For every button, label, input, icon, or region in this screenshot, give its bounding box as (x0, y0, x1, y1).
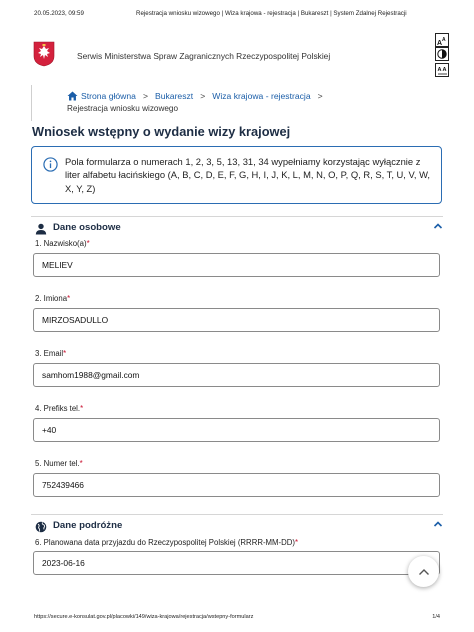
breadcrumb (31, 85, 441, 121)
svg-text:A: A (436, 39, 442, 46)
email-field[interactable]: samhom1988@gmail.com (33, 363, 440, 387)
first-names-field[interactable]: MIRZOSADULLO (33, 308, 440, 332)
section-personal-data[interactable] (31, 216, 443, 238)
phone-number-label: 5. Numer tel.* (35, 459, 83, 468)
breadcrumb-visa-registration[interactable]: Wiza krajowa - rejestracja (212, 91, 311, 101)
section-title: Dane podróżne (53, 520, 123, 531)
surname-field[interactable]: MELIEV (33, 253, 440, 277)
print-url: https://secure.e-konsulat.gov.pl/placowki/149/wiza-krajowa/rejestracja/wstepny-formularz (34, 614, 254, 620)
svg-text:A: A (442, 66, 446, 73)
print-doc-title: Rejestracja wniosku wizowego | Wiza krajowa - rejestracja | Bukareszt | System Zdalnej Rejestracji (136, 10, 407, 17)
arrival-date-value: 2023-06-16 (42, 558, 85, 568)
breadcrumb-current: Rejestracja wniosku wizowego (67, 104, 179, 113)
svg-text:A: A (441, 36, 446, 43)
section-travel-data[interactable] (31, 514, 443, 536)
email-label: 3. Email* (35, 349, 67, 358)
breadcrumb-separator: > (200, 91, 206, 101)
chevron-up-icon (418, 568, 430, 576)
breadcrumb-separator: > (142, 91, 148, 101)
breadcrumb-home[interactable]: Strona główna (81, 91, 136, 101)
text-spacing-icon (437, 65, 448, 76)
page-counter: 1/4 (432, 614, 440, 620)
text-spacing-button[interactable] (435, 63, 449, 77)
globe-icon (35, 521, 47, 533)
font-size-icon (437, 35, 448, 46)
info-text: Pola formularza o numerach 1, 2, 3, 5, 13, 31, 34 wypełniamy korzystając wyłącznie z liter alfabetu łacińskiego (A, B, C, D, E, F, G, H, I, J, K, L, M, N, O, P, Q, R, S, T, U, V, W, X, Y, Z) (65, 156, 431, 194)
phone-prefix-field[interactable]: +40 (33, 418, 440, 442)
info-icon (43, 157, 58, 172)
phone-number-field[interactable]: 752439466 (33, 473, 440, 497)
chevron-up-icon[interactable] (433, 222, 443, 230)
svg-text:A: A (437, 66, 441, 73)
surname-label: 1. Nazwisko(a)* (35, 239, 90, 248)
phone-prefix-label: 4. Prefiks tel.* (35, 404, 84, 413)
site-title[interactable]: Serwis Ministerstwa Spraw Zagranicznych Rzeczypospolitej Polskiej (77, 51, 331, 61)
print-header (34, 10, 440, 20)
first-names-label: 2. Imiona* (35, 294, 71, 303)
page-title: Wniosek wstępny o wydanie wizy krajowej (32, 124, 291, 139)
person-icon (35, 223, 47, 235)
home-icon (67, 91, 78, 101)
contrast-button[interactable] (435, 47, 449, 61)
arrival-date-label: 6. Planowana data przyjazdu do Rzeczypospolitej Polskiej (RRRR-MM-DD)* (35, 538, 299, 547)
print-footer (34, 614, 440, 624)
contrast-icon (437, 49, 447, 59)
scroll-to-top-button[interactable] (408, 556, 439, 587)
print-date: 20.05.2023, 09:59 (34, 10, 84, 17)
chevron-up-icon[interactable] (433, 520, 443, 528)
polish-emblem-icon[interactable] (33, 41, 55, 67)
arrival-date-field[interactable] (33, 551, 440, 575)
font-size-button[interactable] (435, 33, 449, 47)
info-alert (31, 146, 442, 204)
breadcrumb-bukareszt[interactable]: Bukareszt (154, 91, 194, 101)
section-title: Dane osobowe (53, 222, 121, 233)
breadcrumb-separator: > (317, 91, 323, 101)
